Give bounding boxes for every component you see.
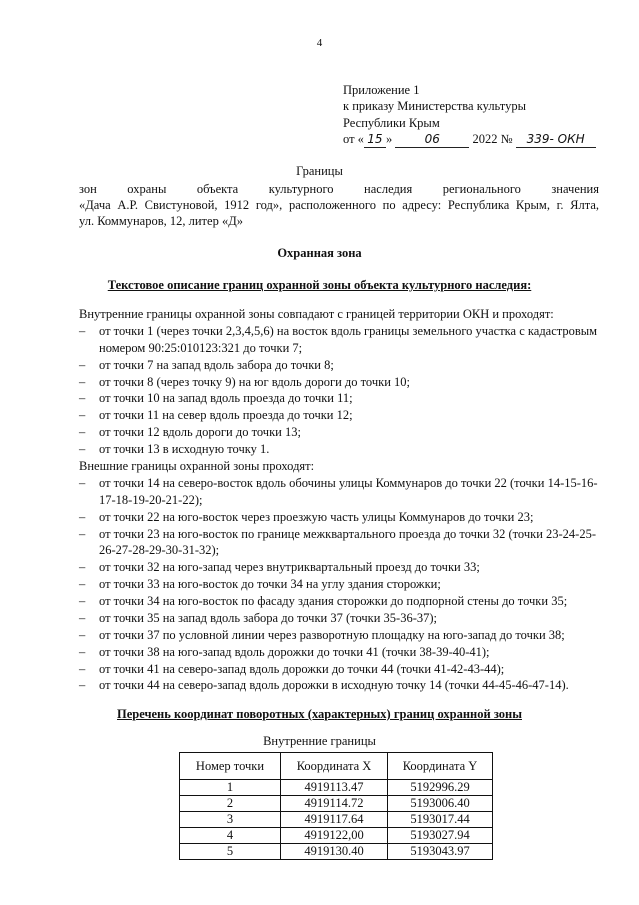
list-item: – от точки 11 на север вдоль проезда до точки 12; [79, 407, 599, 424]
list-item: – от точки 37 по условной линии через разворотную площадку на юго-запад до точки 38; [79, 627, 599, 644]
point-number: 3 [180, 812, 281, 828]
date-prefix: от « [343, 131, 364, 146]
list-item: – от точки 35 на запад вдоль забора до точки 37 (точки 35-36-37); [79, 610, 599, 627]
table-row [180, 828, 493, 844]
list-item: – от точки 13 в исходную точку 1. [79, 441, 599, 458]
appendix-block [343, 82, 596, 148]
list-item: – от точки 44 на северо-запад вдоль дорожки в исходную точку 14 (точки 44-45-46-47-14). [79, 677, 599, 694]
list-item: – от точки 34 на юго-восток по фасаду здания сторожки до подпорной стены до точки 35; [79, 593, 599, 610]
list-item: – от точки 23 на юго-восток по границе межквартального проезда до точки 32 (точки 23-24-25-26-27-28-29-30-31-32); [79, 526, 599, 560]
list-item: – от точки 1 (через точки 2,3,4,5,6) на восток вдоль границы земельного участка с кадастровым номером 90:25:010123:321 до точки 7; [79, 323, 599, 357]
point-number: 5 [180, 844, 281, 860]
appendix-line1: Приложение 1 [343, 83, 420, 97]
text-description-heading: Текстовое описание границ охранной зоны объекта культурного наследия: [107, 278, 532, 292]
point-number: 4 [180, 828, 281, 844]
list-item: – от точки 14 на северо-восток вдоль обочины улицы Коммунаров до точки 22 (точки 14-15-16-17-18-19-20-21-22); [79, 475, 599, 509]
inner-boundaries-section [79, 306, 599, 458]
coordinate-x: 4919122,00 [281, 828, 388, 844]
list-item: – от точки 38 на юго-запад вдоль дорожки до точки 41 (точки 38-39-40-41); [79, 644, 599, 661]
coordinate-x: 4919130.40 [281, 844, 388, 860]
date-month: 06 [395, 132, 469, 149]
list-item: – от точки 12 вдоль дороги до точки 13; [79, 424, 599, 441]
coordinate-y: 5192996.29 [388, 780, 493, 796]
appendix-date-line [343, 131, 596, 149]
list-item: – от точки 8 (через точку 9) на юг вдоль дороги до точки 10; [79, 374, 599, 391]
date-day: 15 [364, 132, 386, 149]
list-item: – от точки 33 на юго-восток до точки 34 на углу здания сторожки; [79, 576, 599, 593]
date-mid: » [385, 131, 393, 146]
point-number: 2 [180, 796, 281, 812]
page-number: 4 [316, 37, 323, 49]
header-coordinate-x: Координата X [281, 753, 388, 780]
point-number: 1 [180, 780, 281, 796]
coordinate-x: 4919114.72 [281, 796, 388, 812]
header-coordinate-y: Координата Y [388, 753, 493, 780]
coordinate-y: 5193043.97 [388, 844, 493, 860]
list-item: – от точки 32 на юго-запад через внутриквартальный проезд до точки 33; [79, 559, 599, 576]
table-row [180, 844, 493, 860]
order-number: 339- ОКН [516, 132, 596, 149]
table-header-row [180, 753, 493, 780]
appendix-line3: Республики Крым [343, 115, 440, 130]
coordinate-x: 4919113.47 [281, 780, 388, 796]
header-point-number: Номер точки [180, 753, 281, 780]
list-item: – от точки 10 на запад вдоль проезда до точки 11; [79, 390, 599, 407]
outer-boundaries-section [79, 458, 599, 694]
zone-heading: Охранная зона [277, 246, 362, 260]
inner-boundaries-lead: Внутренние границы охранной зоны совпадают с границей территории ОКН и проходят: [79, 307, 554, 321]
coordinates-table [179, 752, 493, 860]
coordinate-y: 5193027.94 [388, 828, 493, 844]
table-row [180, 780, 493, 796]
table-caption: Внутренние границы [263, 734, 376, 748]
coordinates-heading: Перечень координат поворотных (характерных) границ охранной зоны [117, 707, 522, 721]
list-item: – от точки 22 на юго-восток через проезжую часть улицы Коммунаров до точки 23; [79, 509, 599, 526]
appendix-line2: к приказу Министерства культуры [343, 99, 526, 114]
outer-boundaries-lead: Внешние границы охранной зоны проходят: [79, 459, 315, 473]
date-year: 2022 № [472, 131, 513, 146]
list-item: – от точки 7 на запад вдоль забора до точки 8; [79, 357, 599, 374]
intro-line-3: ул. Коммунаров, 12, литер «Д» [79, 214, 243, 228]
intro-line-2: «Дача А.Р. Свистуновой, 1912 год», расположенного по адресу: Республика Крым, г. Ялта, [79, 198, 599, 212]
coordinate-y: 5193006.40 [388, 796, 493, 812]
outer-boundaries-list [79, 475, 599, 694]
table-row [180, 796, 493, 812]
coordinate-y: 5193017.44 [388, 812, 493, 828]
inner-boundaries-list [79, 323, 599, 458]
coordinate-x: 4919117.64 [281, 812, 388, 828]
table-row [180, 812, 493, 828]
list-item: – от точки 41 на северо-запад вдоль дорожки до точки 44 (точки 41-42-43-44); [79, 661, 599, 678]
document-title: Границы [296, 164, 343, 178]
intro-line-1: зон охраны объекта культурного наследия регионального значения [79, 182, 599, 196]
